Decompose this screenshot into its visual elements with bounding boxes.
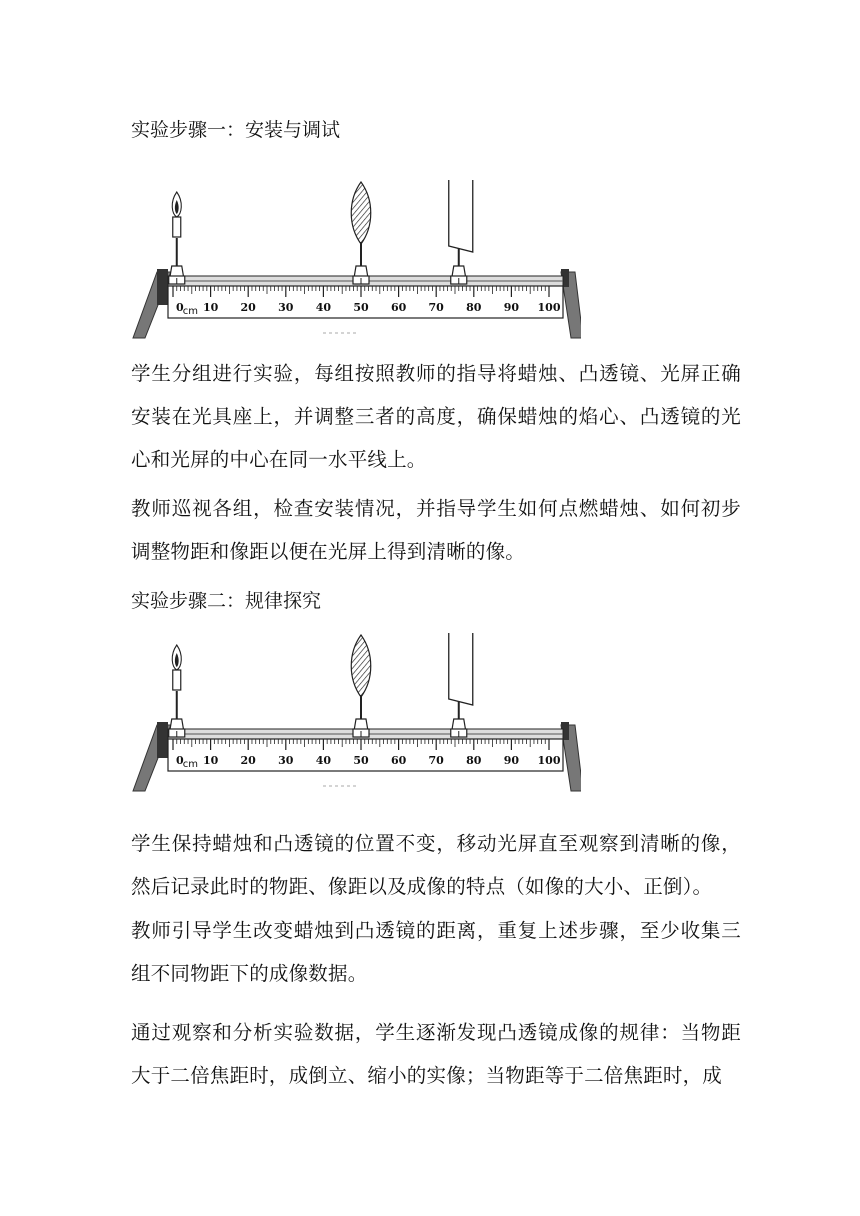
ruler-tick-label: 20 <box>240 301 256 314</box>
left-end-block <box>157 269 168 305</box>
optical-bench-svg <box>131 633 581 793</box>
section-1-paragraph-1: 学生分组进行实验，每组按照教师的指导将蜡烛、凸透镜、光屏正确安装在光具座上，并调整三者的高度，确保蜡烛的焰心、凸透镜的光心和光屏的中心在同一水平线上。 <box>131 362 741 471</box>
section-2-heading: 实验步骤二：规律探究 <box>131 590 322 612</box>
ruler-tick-label: 20 <box>240 754 256 767</box>
light-screen <box>449 180 473 252</box>
ruler-tick-label: 100 <box>537 754 561 767</box>
section-2-paragraph-1: 学生保持蜡烛和凸透镜的位置不变，移动光屏直至观察到清晰的像，然后记录此时的物距、像距以及成像的特点（如像的大小、正倒）。 <box>131 832 741 898</box>
left-end-block <box>157 722 168 758</box>
ruler-unit-label: cm <box>182 759 199 770</box>
ruler-tick-label: 90 <box>503 301 520 314</box>
ruler-tick-label: 70 <box>428 754 444 767</box>
ruler-tick-label: 10 <box>202 754 219 767</box>
candle-body <box>173 217 181 237</box>
ruler-tick-label: 0 <box>176 301 184 314</box>
ruler-tick-label: 100 <box>537 301 561 314</box>
ruler-tick-label: 70 <box>428 301 444 314</box>
convex-lens-icon <box>351 635 371 697</box>
optical-bench-figure-1 <box>131 180 581 340</box>
section-1-paragraph-2: 教师巡视各组，检查安装情况，并指导学生如何点燃蜡烛、如何初步调整物距和像距以便在光屏上得到清晰的像。 <box>131 497 741 563</box>
ruler-tick-label: 40 <box>315 301 332 314</box>
ruler-tick-label: 60 <box>390 301 407 314</box>
ruler-tick-label: 80 <box>466 754 482 767</box>
ruler-tick-label: 30 <box>278 301 294 314</box>
candle-body <box>173 670 181 690</box>
section-2-paragraph-3: 通过观察和分析实验数据，学生逐渐发现凸透镜成像的规律：当物距大于二倍焦距时，成倒立、缩小的实像；当物距等于二倍焦距时，成 <box>131 1021 741 1087</box>
convex-lens-icon <box>351 182 371 244</box>
light-screen <box>449 633 473 705</box>
ruler-unit-label: cm <box>182 306 199 317</box>
optical-bench-svg <box>131 180 581 340</box>
ruler-tick-label: 90 <box>503 754 520 767</box>
ruler-tick-label: 50 <box>353 301 369 314</box>
ruler-tick-label: 80 <box>466 301 482 314</box>
section-2-paragraph-2: 教师引导学生改变蜡烛到凸透镜的距离，重复上述步骤，至少收集三组不同物距下的成像数据。 <box>131 919 741 985</box>
ruler-tick-label: 30 <box>278 754 294 767</box>
optical-bench-figure-2 <box>131 633 581 793</box>
section-1-heading: 实验步骤一：安装与调试 <box>131 119 341 141</box>
ruler-tick-label: 50 <box>353 754 369 767</box>
ruler-tick-label: 0 <box>176 754 184 767</box>
ruler-tick-label: 40 <box>315 754 332 767</box>
ruler-tick-label: 60 <box>390 754 407 767</box>
ruler-tick-label: 10 <box>202 301 219 314</box>
